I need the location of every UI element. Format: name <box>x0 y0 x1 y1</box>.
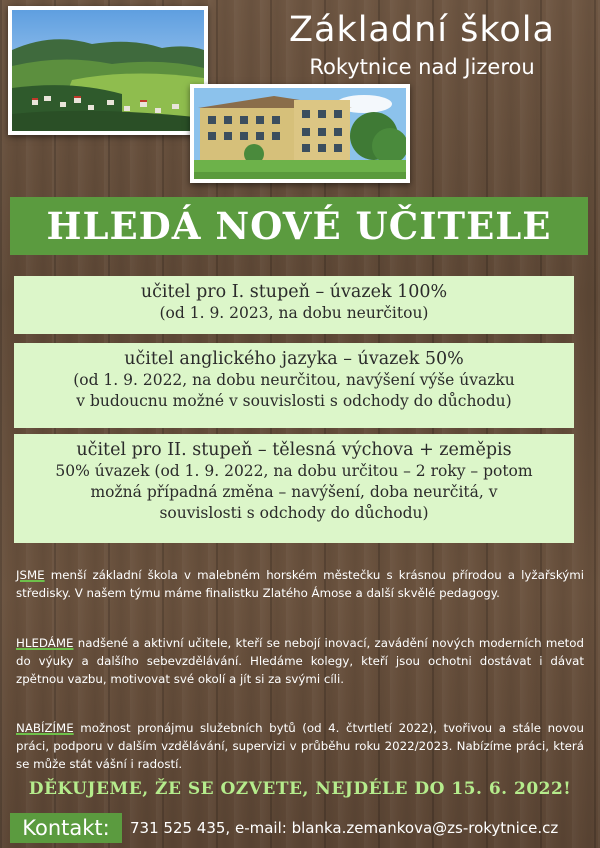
school-building-image <box>194 88 406 179</box>
paragraph-text: možnost pronájmu služebních bytů (od 4. čtvrtletí 2022), tvořivou a stále novou práci, podporu v dalším vzdělávání, supervizi v průběhu roku 2022/2023. Nabízíme práci, která se může stát vášní i radostí. <box>16 721 584 771</box>
school-building-photo <box>190 84 410 183</box>
job-detail: souvislosti s odchody do důchodu) <box>159 504 429 522</box>
mountain-town-image <box>12 10 204 131</box>
job-title: učitel pro II. stupeň – tělesná výchova + zeměpis <box>76 440 512 460</box>
job-offer-3 <box>14 434 574 543</box>
job-offer-1 <box>14 276 574 334</box>
school-location: Rokytnice nad Jizerou <box>309 55 535 79</box>
job-detail: 50% úvazek (od 1. 9. 2022, na dobu určitou – 2 roky – potom <box>55 462 533 480</box>
about-paragraph <box>16 566 584 602</box>
paragraph-text: menší základní škola v malebném horském městečku s krásnou přírodou a lyžařskými středisky. V našem týmu máme finalistku Zlatého Ámose a další skvělé pedagogy. <box>16 568 584 600</box>
paragraph-keyword: NABÍZÍME <box>16 721 74 735</box>
contact-label: Kontakt: <box>10 813 122 843</box>
headline-banner: HLEDÁ NOVÉ UČITELE <box>10 197 588 255</box>
paragraph-keyword: HLEDÁME <box>16 636 74 650</box>
paragraph-keyword: JSME <box>16 568 45 582</box>
job-detail: (od 1. 9. 2022, na dobu neurčitou, navýšení výše úvazku <box>73 371 515 389</box>
job-title: učitel anglického jazyka – úvazek 50% <box>124 349 464 369</box>
deadline-notice: DĚKUJEME, ŽE SE OZVETE, NEJDÉLE DO 15. 6. 2022! <box>28 779 572 799</box>
paragraph-text: nadšené a aktivní učitele, kteří se nebojí inovací, zavádění nových moderních metod do výuky a dalšího sebevzdělávání. Hledáme kolegy, kteří jsou ochotni dostávat i dávat zpětnou vazbu, motivovat své okolí a jít si za svými cíli. <box>16 636 584 686</box>
seeking-paragraph <box>16 634 584 688</box>
job-offer-2 <box>14 343 574 428</box>
job-detail: možná případná změna – navýšení, doba neurčitá, v <box>90 483 498 501</box>
offer-paragraph <box>16 719 584 773</box>
job-detail: (od 1. 9. 2023, na dobu neurčitou) <box>159 304 429 322</box>
landscape-photo <box>8 6 208 135</box>
school-name: Základní škola <box>289 10 555 50</box>
job-title: učitel pro I. stupeň – úvazek 100% <box>140 282 448 302</box>
contact-info: 731 525 435, e-mail: blanka.zemankova@zs-rokytnice.cz <box>130 819 559 837</box>
job-detail: v budoucnu možné v souvislosti s odchody do důchodu) <box>76 392 512 410</box>
